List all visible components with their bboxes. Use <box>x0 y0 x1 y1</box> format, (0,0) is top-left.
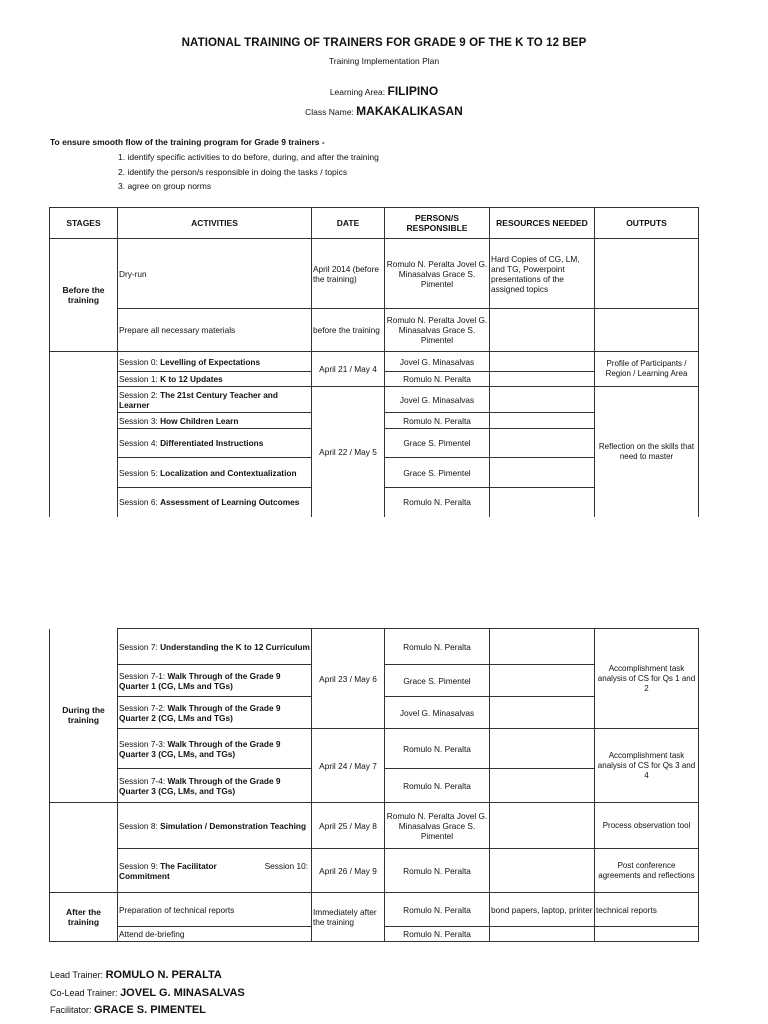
person-cell: Grace S. Pimentel <box>385 665 490 697</box>
date-cell: April 25 / May 8 <box>312 803 385 849</box>
activity-cell: Session 9: The Facilitator Session 10: Commitment <box>118 849 312 893</box>
activity-cell: Session 2: The 21st Century Teacher and Learner <box>118 387 312 413</box>
activity-cell: Session 7: Understanding the K to 12 Curriculum <box>118 629 312 665</box>
table-row <box>50 309 699 352</box>
column-header: STAGES <box>50 208 118 239</box>
activity-cell: Session 1: K to 12 Updates <box>118 372 312 387</box>
date-cell: April 22 / May 5 <box>312 387 385 517</box>
table-row <box>50 629 699 665</box>
resources-cell <box>490 629 595 665</box>
date-cell: April 2014 (before the training) <box>312 239 385 309</box>
activity-cell: Session 5: Localization and Contextualization <box>118 458 312 488</box>
activity-cell: Session 7-4: Walk Through of the Grade 9 Quarter 3 (CG, LMs, and TGs) <box>118 769 312 803</box>
resources-cell <box>490 665 595 697</box>
table-row <box>50 849 699 893</box>
date-cell: April 21 / May 4 <box>312 352 385 387</box>
resources-cell <box>490 309 595 352</box>
person-cell: Romulo N. Peralta Jovel G. Minasalvas Grace S. Pimentel <box>385 803 490 849</box>
person-cell: Jovel G. Minasalvas <box>385 697 490 729</box>
column-header: DATE <box>312 208 385 239</box>
co-lead-trainer-line <box>50 987 245 999</box>
resources-cell <box>490 429 595 458</box>
activity-cell: Dry-run <box>118 239 312 309</box>
date-cell: April 24 / May 7 <box>312 729 385 803</box>
table-row <box>50 239 699 309</box>
activity-cell: Session 4: Differentiated Instructions <box>118 429 312 458</box>
output-cell: technical reports <box>595 893 699 927</box>
person-cell: Romulo N. Peralta Jovel G. Minasalvas Grace S. Pimentel <box>385 239 490 309</box>
output-cell <box>595 239 699 309</box>
stage-cell <box>50 352 118 517</box>
table-row <box>50 729 699 769</box>
resources-cell <box>490 803 595 849</box>
date-cell: April 26 / May 9 <box>312 849 385 893</box>
person-cell: Romulo N. Peralta <box>385 488 490 517</box>
person-cell: Romulo N. Peralta <box>385 629 490 665</box>
resources-cell <box>490 387 595 413</box>
resources-cell <box>490 488 595 517</box>
resources-cell <box>490 413 595 429</box>
learning-area-line <box>0 84 768 98</box>
class-name-label: Class Name: <box>305 107 354 117</box>
document-title: NATIONAL TRAINING OF TRAINERS FOR GRADE 9 OF THE K TO 12 BEP <box>181 37 587 49</box>
resources-cell <box>490 769 595 803</box>
co-lead-trainer-name: JOVEL G. MINASALVAS <box>120 987 245 999</box>
activity-cell: Prepare all necessary materials <box>118 309 312 352</box>
intro-step: 2. identify the person/s responsible in doing the tasks / topics <box>118 167 348 177</box>
column-header: PERSON/S RESPONSIBLE <box>385 208 490 239</box>
date-cell: Immediately after the training <box>312 893 385 942</box>
output-cell: Accomplishment task analysis of CS for Qs 3 and 4 <box>595 729 699 803</box>
activity-cell: Session 7-3: Walk Through of the Grade 9 Quarter 3 (CG, LMs, and TGs) <box>118 729 312 769</box>
person-cell: Grace S. Pimentel <box>385 429 490 458</box>
resources-cell: bond papers, laptop, printer <box>490 893 595 927</box>
table-row <box>50 387 699 413</box>
output-cell <box>595 309 699 352</box>
activity-cell: Preparation of technical reports <box>118 893 312 927</box>
table-row <box>50 352 699 372</box>
class-name-line <box>0 104 768 118</box>
facilitator-label: Facilitator: <box>50 1005 92 1015</box>
intro-lead: To ensure smooth flow of the training program for Grade 9 trainers - <box>50 137 325 147</box>
activity-cell: Session 8: Simulation / Demonstration Teaching <box>118 803 312 849</box>
document-subtitle: Training Implementation Plan <box>328 56 440 66</box>
output-cell: Process observation tool <box>595 803 699 849</box>
activity-cell: Session 6: Assessment of Learning Outcomes <box>118 488 312 517</box>
lead-trainer-line <box>50 969 222 981</box>
resources-cell <box>490 729 595 769</box>
output-cell: Profile of Participants / Region / Learning Area <box>595 352 699 387</box>
date-cell: April 23 / May 6 <box>312 629 385 729</box>
learning-area-label: Learning Area: <box>329 87 386 97</box>
table-row <box>50 803 699 849</box>
resources-cell <box>490 697 595 729</box>
table-header-row <box>50 208 699 239</box>
person-cell: Romulo N. Peralta <box>385 729 490 769</box>
resources-cell <box>490 849 595 893</box>
resources-cell <box>490 372 595 387</box>
co-lead-trainer-label: Co-Lead Trainer: <box>50 988 118 998</box>
output-cell: Reflection on the skills that need to master <box>595 387 699 517</box>
output-cell: Post conference agreements and reflections <box>595 849 699 893</box>
person-cell: Romulo N. Peralta <box>385 413 490 429</box>
person-cell: Romulo N. Peralta <box>385 769 490 803</box>
activity-cell: Attend de-briefing <box>118 927 312 942</box>
learning-area-value: FILIPINO <box>387 84 439 98</box>
intro-step: 3. agree on group norms <box>118 181 212 191</box>
facilitator-name: GRACE S. PIMENTEL <box>94 1004 206 1016</box>
lead-trainer-name: ROMULO N. PERALTA <box>105 969 222 981</box>
lead-trainer-label: Lead Trainer: <box>50 970 104 980</box>
plan-table-part-1 <box>49 207 699 517</box>
class-name-value: MAKAKALIKASAN <box>356 104 463 118</box>
output-cell: Accomplishment task analysis of CS for Qs 1 and 2 <box>595 629 699 729</box>
resources-cell <box>490 927 595 942</box>
person-cell: Grace S. Pimentel <box>385 458 490 488</box>
activity-cell: Session 0: Levelling of Expectations <box>118 352 312 372</box>
column-header: RESOURCES NEEDED <box>490 208 595 239</box>
stage-cell: During the training <box>50 629 118 803</box>
resources-cell <box>490 458 595 488</box>
person-cell: Romulo N. Peralta <box>385 849 490 893</box>
person-cell: Romulo N. Peralta <box>385 372 490 387</box>
resources-cell <box>490 352 595 372</box>
person-cell: Romulo N. Peralta Jovel G. Minasalvas Grace S. Pimentel <box>385 309 490 352</box>
date-cell: before the training <box>312 309 385 352</box>
activity-cell: Session 7-2: Walk Through of the Grade 9 Quarter 2 (CG, LMs and TGs) <box>118 697 312 729</box>
facilitator-line <box>50 1004 206 1016</box>
column-header: OUTPUTS <box>595 208 699 239</box>
person-cell: Jovel G. Minasalvas <box>385 387 490 413</box>
activity-cell: Session 7-1: Walk Through of the Grade 9 Quarter 1 (CG, LMs and TGs) <box>118 665 312 697</box>
person-cell: Romulo N. Peralta <box>385 927 490 942</box>
output-cell <box>595 927 699 942</box>
person-cell: Romulo N. Peralta <box>385 893 490 927</box>
activity-cell: Session 3: How Children Learn <box>118 413 312 429</box>
table-row <box>50 893 699 927</box>
stage-cell <box>50 803 118 893</box>
column-header: ACTIVITIES <box>118 208 312 239</box>
resources-cell: Hard Copies of CG, LM, and TG, Powerpoint presentations of the assigned topics <box>490 239 595 309</box>
intro-step: 1. identify specific activities to do before, during, and after the training <box>118 152 379 162</box>
stage-cell: After the training <box>50 893 118 942</box>
stage-cell: Before the training <box>50 239 118 352</box>
plan-table-part-2 <box>49 628 699 942</box>
person-cell: Jovel G. Minasalvas <box>385 352 490 372</box>
